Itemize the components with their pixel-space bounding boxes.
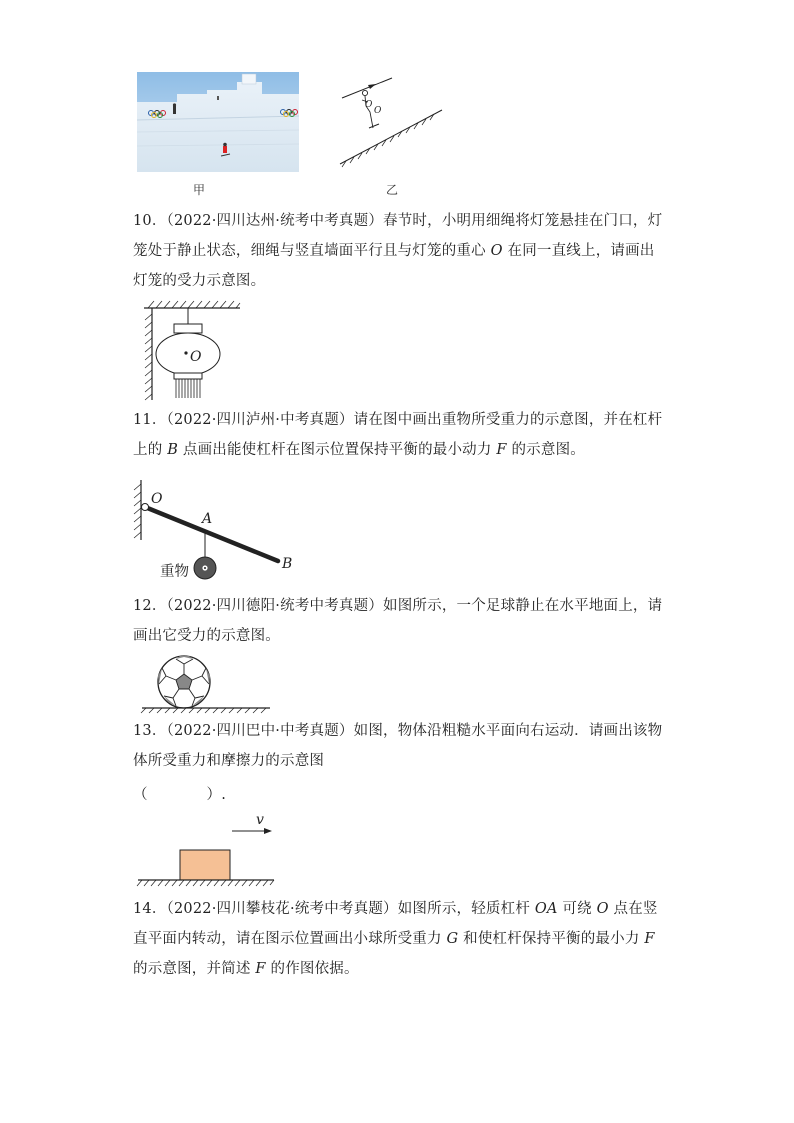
q14-text-4: 和使杠杆保持平衡的最小力	[458, 931, 645, 947]
lantern-label-o: O	[190, 349, 202, 365]
question-14	[133, 894, 663, 984]
q11-text-before: 11．（2022·四川泸州·中考真题）请在图中画出重物所受重力的示意图，并在杠杆上的	[133, 412, 663, 458]
lever-label-o: O	[151, 491, 163, 507]
lever-label-b: B	[282, 556, 293, 572]
velocity-label-v: v	[256, 812, 264, 828]
q14-var-g: G	[446, 931, 459, 947]
lever-label-weight: 重物	[160, 564, 189, 580]
q10-text-after: 在同一直线上，请画出灯笼的受力示意图。	[133, 243, 655, 289]
q11-text-after: 的示意图。	[506, 442, 585, 458]
q14-var-oa: OA	[534, 901, 558, 917]
q11-text-middle: 点画出能使杠杆在图示位置保持平衡的最小动力	[178, 442, 497, 458]
figure-caption-jia: 甲	[193, 183, 206, 197]
figure-caption-yi: 乙	[386, 183, 399, 197]
question-13	[133, 716, 663, 776]
q14-text-2: 可绕	[557, 901, 597, 917]
q10-var-o: O	[490, 243, 503, 259]
q10-text-before: 10．（2022·四川达州·统考中考真题）春节时，小明用细绳将灯笼悬挂在门口，灯笼处于静止状态，细绳与竖直墙面平行且与灯笼的重心	[133, 213, 663, 259]
q14-text-1: 14．（2022·四川攀枝花·统考中考真题）如图所示，轻质杠杆	[133, 901, 535, 917]
lantern-diagram	[134, 298, 244, 402]
q14-var-o: O	[596, 901, 609, 917]
q14-var-f: F	[644, 931, 655, 947]
lever-label-a: A	[202, 511, 213, 527]
q13-text: 13．（2022·四川巴中·中考真题）如图，物体沿粗糙水平面向右运动．请画出该物体所受重力和摩擦力的示意图	[133, 723, 663, 769]
question-10	[133, 206, 663, 296]
q11-var-b: B	[167, 442, 179, 458]
q13-answer-blank: （ ）.	[133, 787, 227, 803]
q14-text-6: 的作图依据。	[265, 961, 359, 977]
q14-text-5: 的示意图，并简述	[133, 961, 256, 977]
q14-var-f2: F	[255, 961, 266, 977]
ski-photo	[137, 72, 299, 172]
question-12	[133, 591, 663, 651]
football-diagram	[136, 652, 280, 714]
skier-label-o-bottom: O	[374, 106, 382, 116]
q11-var-f: F	[496, 442, 507, 458]
q12-text: 12．（2022·四川德阳·统考中考真题）如图所示，一个足球静止在水平地面上，请画出它受力的示意图。	[133, 598, 663, 644]
question-11	[133, 405, 663, 465]
skier-label-o-top: O	[365, 100, 373, 110]
skier-diagram	[336, 76, 446, 170]
q14-text-3: 点在竖直平面内转动，请在图示位置画出小球所受重力	[133, 901, 658, 947]
